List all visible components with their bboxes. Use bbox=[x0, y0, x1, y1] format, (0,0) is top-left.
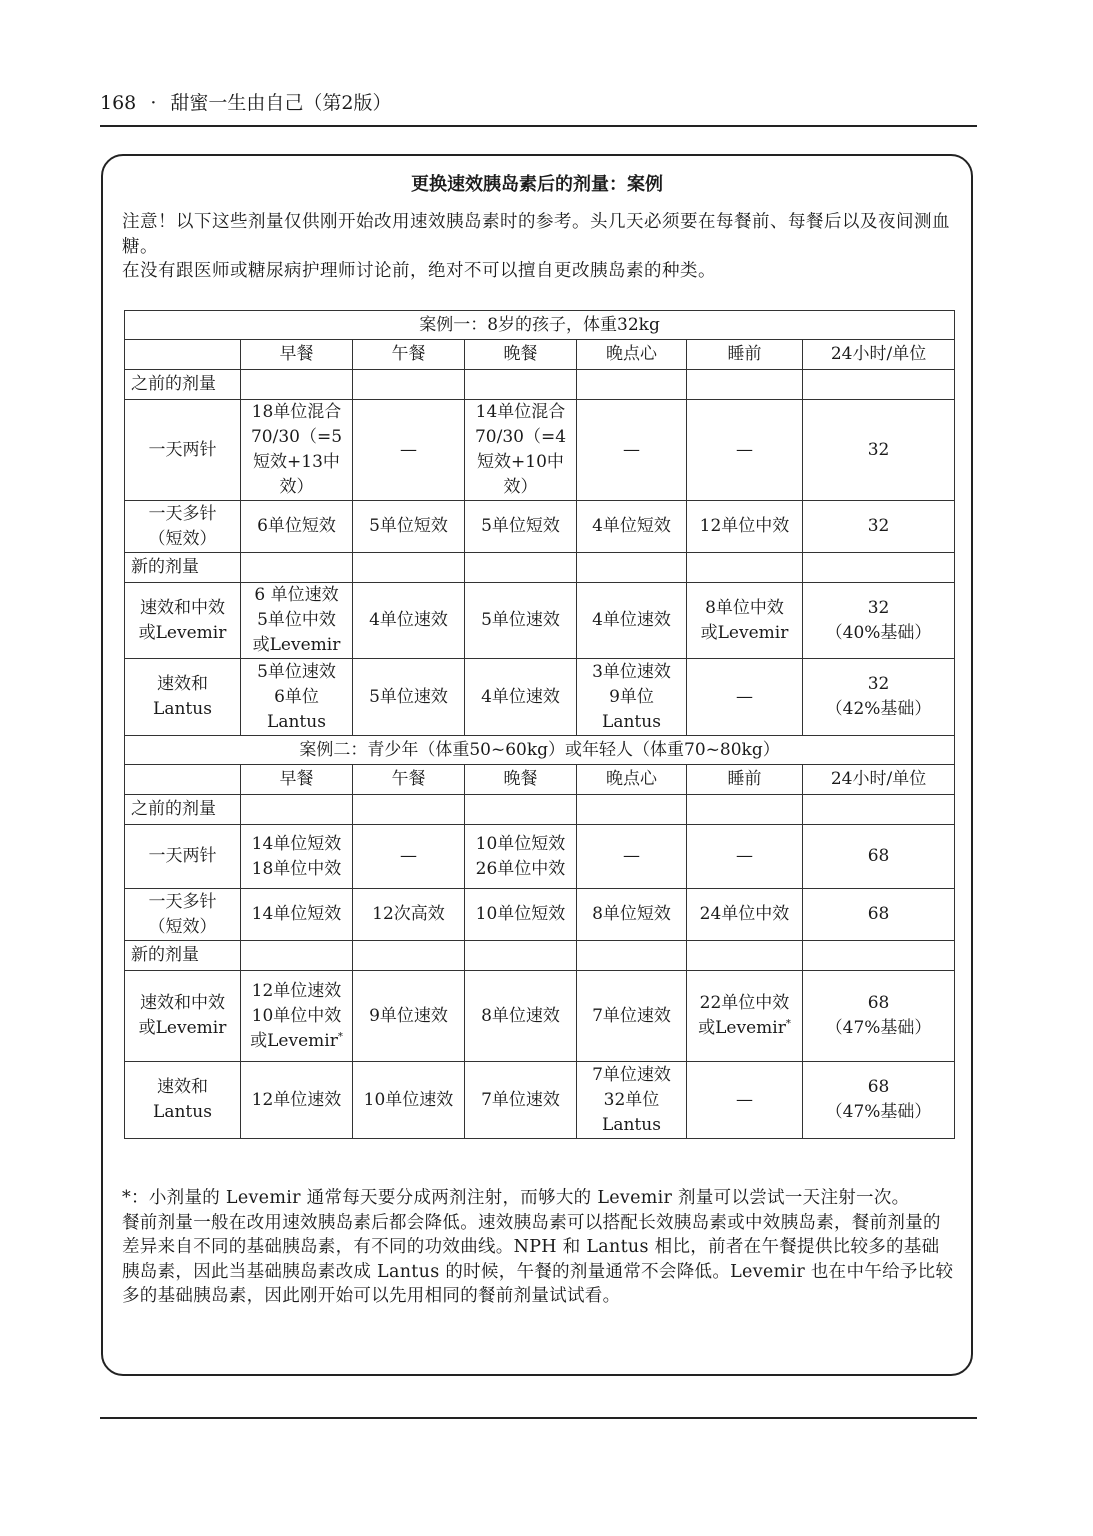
footnote-asterisk: *：小剂量的 Levemir 通常每天要分成两剂注射，而够大的 Levemir 剂量可以尝试一天注射一次。 bbox=[122, 1188, 910, 1208]
cell-text: 14单位混合 bbox=[475, 402, 566, 422]
cell-text: 9单位 bbox=[609, 686, 654, 707]
column-header: 午餐 bbox=[353, 340, 465, 370]
cell-text: 速效和中效 bbox=[140, 597, 225, 618]
section-label: 之前的剂量 bbox=[125, 795, 241, 825]
cell-text: 32 bbox=[867, 597, 890, 618]
cell-text: 32 bbox=[867, 674, 890, 694]
cell-text: 6单位 bbox=[274, 686, 319, 707]
row-label bbox=[125, 501, 241, 553]
dose-cell bbox=[241, 971, 353, 1062]
cell-text: 速效和 bbox=[157, 674, 208, 694]
dose-cell bbox=[465, 889, 577, 941]
dose-cell bbox=[803, 889, 955, 941]
cell-text: 5单位短效 bbox=[481, 516, 560, 536]
dose-cell bbox=[241, 889, 353, 941]
cell-text: 6 单位速效 bbox=[254, 585, 339, 605]
row-label bbox=[125, 1062, 241, 1139]
cell-text: 或Levemir bbox=[698, 1018, 786, 1038]
empty-cell bbox=[577, 795, 687, 825]
dose-cell bbox=[577, 501, 687, 553]
empty-cell bbox=[687, 370, 803, 400]
row-label bbox=[125, 825, 241, 889]
cell-text: 效） bbox=[503, 477, 538, 497]
cell-text: 或Levemir bbox=[252, 635, 341, 655]
dose-cell bbox=[803, 400, 955, 501]
section-row bbox=[125, 795, 955, 825]
cell-text: — bbox=[623, 846, 640, 866]
cell-text: Lantus bbox=[602, 1114, 661, 1135]
header-rule bbox=[100, 125, 977, 127]
cell-text: Lantus bbox=[153, 1102, 212, 1122]
table-row bbox=[125, 889, 955, 941]
dose-cell bbox=[687, 825, 803, 889]
cell-text: 32单位 bbox=[603, 1089, 660, 1110]
case1-title-row bbox=[125, 311, 955, 340]
cell-text: — bbox=[400, 439, 417, 460]
dose-cell bbox=[687, 400, 803, 501]
empty-cell bbox=[353, 553, 465, 583]
dose-cell bbox=[465, 400, 577, 501]
cell-text: 32 bbox=[867, 516, 890, 536]
section-row bbox=[125, 941, 955, 971]
dose-cell bbox=[803, 971, 955, 1062]
case-box bbox=[101, 154, 973, 1376]
column-header: 睡前 bbox=[687, 340, 803, 370]
dose-cell bbox=[465, 659, 577, 736]
cell-text: 8单位速效 bbox=[481, 1005, 560, 1026]
dose-cell bbox=[353, 1062, 465, 1139]
column-header-empty bbox=[125, 340, 241, 370]
dose-cell bbox=[577, 1062, 687, 1139]
row-label bbox=[125, 583, 241, 659]
cell-text: 4单位速效 bbox=[592, 610, 671, 630]
dose-cell bbox=[241, 659, 353, 736]
cell-text: 12单位中效 bbox=[699, 516, 790, 536]
cell-text: 短效+13中 bbox=[253, 452, 340, 472]
dose-cell bbox=[687, 971, 803, 1062]
dose-cell bbox=[577, 971, 687, 1062]
cell-text: 5单位速效 bbox=[481, 610, 560, 630]
empty-cell bbox=[241, 795, 353, 825]
cell-text: 26单位中效 bbox=[475, 858, 566, 879]
cell-text: 或Levemir bbox=[138, 622, 227, 643]
row-label bbox=[125, 659, 241, 736]
cell-text: 10单位短效 bbox=[475, 833, 566, 854]
dose-cell bbox=[465, 825, 577, 889]
empty-cell bbox=[687, 795, 803, 825]
dose-cell bbox=[241, 583, 353, 659]
cell-text: 8单位中效 bbox=[705, 597, 784, 618]
dose-cell bbox=[687, 1062, 803, 1139]
row-label bbox=[125, 400, 241, 501]
dose-cell bbox=[465, 971, 577, 1062]
bottom-rule bbox=[100, 1417, 977, 1419]
table-row bbox=[125, 1062, 955, 1139]
column-header: 睡前 bbox=[687, 765, 803, 795]
notice-line: 注意！以下这些剂量仅供刚开始改用速效胰岛素时的参考。头几天必须要在每餐前、每餐后以及夜间测血糖。 bbox=[122, 212, 950, 257]
section-label: 新的剂量 bbox=[125, 553, 241, 583]
empty-cell bbox=[353, 941, 465, 971]
page-number: 168 bbox=[100, 92, 137, 114]
cell-text: — bbox=[623, 439, 640, 460]
table-row bbox=[125, 659, 955, 736]
dose-cell bbox=[353, 501, 465, 553]
cell-text: （42%基础） bbox=[825, 699, 932, 719]
empty-cell bbox=[353, 370, 465, 400]
cell-text: 一天两针 bbox=[148, 846, 217, 866]
table-row bbox=[125, 400, 955, 501]
empty-cell bbox=[577, 553, 687, 583]
cell-text: 12次高效 bbox=[372, 904, 445, 924]
empty-cell bbox=[353, 795, 465, 825]
cell-text: 12单位速效 bbox=[251, 980, 342, 1001]
empty-cell bbox=[803, 941, 955, 971]
empty-cell bbox=[465, 941, 577, 971]
column-header-empty bbox=[125, 765, 241, 795]
header-separator: · bbox=[150, 92, 157, 114]
empty-cell bbox=[577, 370, 687, 400]
column-header: 晚餐 bbox=[465, 765, 577, 795]
empty-cell bbox=[577, 941, 687, 971]
case2-title-row bbox=[125, 736, 955, 765]
footnote-marker: * bbox=[337, 1030, 343, 1042]
dose-cell bbox=[687, 659, 803, 736]
cell-text: 5单位中效 bbox=[257, 610, 336, 630]
section-row bbox=[125, 370, 955, 400]
dose-cell bbox=[803, 583, 955, 659]
dose-cell bbox=[577, 825, 687, 889]
empty-cell bbox=[241, 553, 353, 583]
column-header: 晚点心 bbox=[577, 765, 687, 795]
dose-cell bbox=[353, 659, 465, 736]
cell-text: 10单位短效 bbox=[475, 904, 566, 924]
dose-cell bbox=[241, 825, 353, 889]
cell-text: 4单位短效 bbox=[592, 516, 671, 536]
cell-text: 短效+10中 bbox=[477, 452, 564, 472]
dose-cell bbox=[353, 400, 465, 501]
cell-text: 68 bbox=[867, 846, 890, 866]
dose-cell bbox=[803, 501, 955, 553]
empty-cell bbox=[465, 795, 577, 825]
cell-text: 18单位混合 bbox=[251, 402, 342, 422]
cell-text: 5单位速效 bbox=[257, 661, 336, 682]
cell-text: 4单位速效 bbox=[481, 686, 560, 707]
footnote-marker: * bbox=[785, 1018, 791, 1030]
cell-text: — bbox=[736, 439, 753, 460]
dose-cell bbox=[241, 501, 353, 553]
cell-text: — bbox=[736, 846, 753, 866]
case-title: 案例一：8岁的孩子，体重32kg bbox=[125, 311, 955, 340]
notice-line: 在没有跟医师或糖尿病护理师讨论前，绝对不可以擅自更改胰岛素的种类。 bbox=[122, 261, 716, 281]
empty-cell bbox=[803, 370, 955, 400]
cell-text: （47%基础） bbox=[825, 1102, 932, 1122]
empty-cell bbox=[241, 941, 353, 971]
cell-text: 14单位短效 bbox=[251, 904, 342, 924]
column-header: 早餐 bbox=[241, 340, 353, 370]
cell-text: 或Levemir bbox=[700, 622, 789, 643]
dose-cell bbox=[577, 659, 687, 736]
empty-cell bbox=[241, 370, 353, 400]
cell-text: 6单位短效 bbox=[257, 516, 336, 536]
column-header-row bbox=[125, 340, 955, 370]
cell-text: 3单位速效 bbox=[592, 661, 671, 682]
cell-text: Lantus bbox=[267, 711, 326, 732]
column-header: 晚点心 bbox=[577, 340, 687, 370]
cell-text: Lantus bbox=[153, 699, 212, 719]
cell-text: 32 bbox=[867, 439, 890, 460]
cell-text: 68 bbox=[867, 904, 890, 924]
cell-text: 效） bbox=[279, 477, 314, 497]
column-header: 早餐 bbox=[241, 765, 353, 795]
empty-cell bbox=[465, 370, 577, 400]
dose-cell bbox=[465, 1062, 577, 1139]
table-row bbox=[125, 971, 955, 1062]
cell-text: 速效和中效 bbox=[140, 993, 225, 1013]
footnote-explanation: 餐前剂量一般在改用速效胰岛素后都会降低。速效胰岛素可以搭配长效胰岛素或中效胰岛素，餐前剂量的差异来自不同的基础胰岛素，有不同的功效曲线。NPH 和 Lantus 相比，前者在午餐提供比较多的基础胰岛素，因此当基础胰岛素改成 Lantus 的时候，午餐的剂量通常不会降低。Levemir 也在中午给予比较多的基础胰岛素，因此刚开始可以先用相同的餐前剂量试试看。 bbox=[122, 1212, 954, 1306]
cell-text: 7单位速效 bbox=[481, 1089, 560, 1110]
box-title: 更换速效胰岛素后的剂量：案例 bbox=[411, 174, 663, 195]
cell-text: 12单位速效 bbox=[251, 1089, 342, 1110]
dose-cell bbox=[687, 889, 803, 941]
dose-cell bbox=[687, 583, 803, 659]
cell-text: 70/30（=5 bbox=[250, 427, 343, 447]
notice bbox=[122, 210, 957, 284]
cell-text: 18单位中效 bbox=[251, 858, 342, 879]
cell-text: 9单位速效 bbox=[369, 1005, 448, 1026]
empty-cell bbox=[803, 795, 955, 825]
cell-text: 或Levemir bbox=[138, 1018, 227, 1038]
dose-cell bbox=[353, 583, 465, 659]
cell-text: 10单位中效 bbox=[251, 1005, 342, 1026]
section-label: 新的剂量 bbox=[125, 941, 241, 971]
cell-text: 7单位速效 bbox=[592, 1064, 671, 1085]
column-header: 24小时/单位 bbox=[803, 765, 955, 795]
cell-text: 24单位中效 bbox=[699, 904, 790, 924]
empty-cell bbox=[687, 553, 803, 583]
cell-text: — bbox=[736, 686, 753, 707]
cell-text: 5单位短效 bbox=[369, 516, 448, 536]
row-label bbox=[125, 889, 241, 941]
cell-text: （40%基础） bbox=[825, 622, 932, 643]
empty-cell bbox=[803, 553, 955, 583]
empty-cell bbox=[465, 553, 577, 583]
cell-text: 5单位速效 bbox=[369, 686, 448, 707]
cell-text: 一天两针 bbox=[148, 439, 217, 460]
footnotes bbox=[122, 1186, 957, 1309]
dose-cell bbox=[241, 1062, 353, 1139]
cell-text: 速效和 bbox=[157, 1077, 208, 1097]
cell-text: 14单位短效 bbox=[251, 833, 342, 854]
cell-text: （短效） bbox=[148, 916, 217, 937]
cell-text: （47%基础） bbox=[825, 1018, 932, 1038]
cell-text: （短效） bbox=[148, 528, 217, 549]
table-row bbox=[125, 501, 955, 553]
cell-text: 68 bbox=[867, 1077, 890, 1097]
dose-cell bbox=[577, 583, 687, 659]
cell-text: 或Levemir bbox=[250, 1030, 338, 1051]
dose-cell bbox=[803, 1062, 955, 1139]
dose-cell bbox=[577, 400, 687, 501]
section-label: 之前的剂量 bbox=[125, 370, 241, 400]
dose-cell bbox=[687, 501, 803, 553]
column-header-row bbox=[125, 765, 955, 795]
cell-text: 7单位速效 bbox=[592, 1005, 671, 1026]
empty-cell bbox=[687, 941, 803, 971]
dose-table bbox=[124, 310, 955, 1139]
column-header: 晚餐 bbox=[465, 340, 577, 370]
cell-text: 22单位中效 bbox=[699, 993, 790, 1013]
cell-text: 一天多针 bbox=[148, 891, 217, 912]
cell-text: Lantus bbox=[602, 711, 661, 732]
column-header: 午餐 bbox=[353, 765, 465, 795]
cell-text: 8单位短效 bbox=[592, 904, 671, 924]
dose-cell bbox=[803, 659, 955, 736]
table-row bbox=[125, 583, 955, 659]
cell-text: 4单位速效 bbox=[369, 610, 448, 630]
case-title: 案例二：青少年（体重50~60kg）或年轻人（体重70~80kg） bbox=[125, 736, 955, 765]
cell-text: 70/30（=4 bbox=[474, 427, 567, 447]
cell-text: — bbox=[736, 1089, 753, 1110]
column-header: 24小时/单位 bbox=[803, 340, 955, 370]
dose-cell bbox=[465, 583, 577, 659]
dose-cell bbox=[353, 971, 465, 1062]
cell-text: 68 bbox=[867, 993, 890, 1013]
dose-cell bbox=[353, 889, 465, 941]
table-row bbox=[125, 825, 955, 889]
dose-cell bbox=[577, 889, 687, 941]
page-header bbox=[100, 90, 977, 126]
dose-cell bbox=[353, 825, 465, 889]
section-row bbox=[125, 553, 955, 583]
cell-text: 一天多针 bbox=[148, 503, 217, 524]
dose-cell bbox=[803, 825, 955, 889]
cell-text: 10单位速效 bbox=[363, 1089, 454, 1110]
row-label bbox=[125, 971, 241, 1062]
book-title: 甜蜜一生由自己（第2版） bbox=[170, 92, 392, 114]
dose-cell bbox=[241, 400, 353, 501]
dose-cell bbox=[465, 501, 577, 553]
cell-text: — bbox=[400, 846, 417, 866]
